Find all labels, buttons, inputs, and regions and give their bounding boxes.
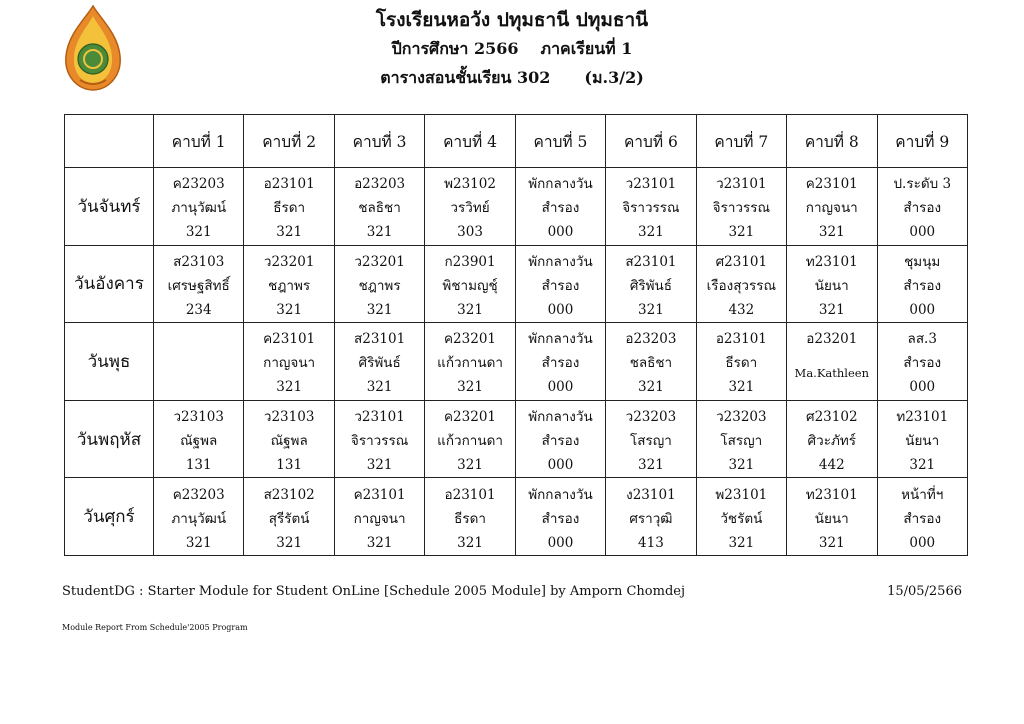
subject-code: ค23101 (805, 176, 858, 193)
subject-code: ค23201 (444, 331, 497, 348)
corner-cell (65, 115, 154, 168)
subject-code: ป.ระดับ 3 (893, 176, 952, 193)
teacher-name: วัชรัตน์ (720, 510, 763, 527)
room-number: 321 (728, 534, 755, 551)
teacher-name: สำรอง (541, 433, 580, 450)
subject-code: พักกลางวัน (528, 253, 593, 270)
teacher-name: ชลธิชา (629, 355, 673, 372)
teacher-name: สำรอง (541, 355, 580, 372)
schedule-cell (515, 478, 605, 556)
subject-code: พักกลางวัน (528, 409, 593, 426)
teacher-name: ธีรดา (273, 200, 306, 217)
day-row (65, 478, 968, 556)
subject-code: อ23101 (444, 486, 496, 503)
room-number: 234 (185, 301, 212, 318)
room-number: 321 (276, 379, 303, 396)
subject-code: ชุมนุม (904, 253, 941, 270)
period-header: คาบที่ 1 (154, 115, 244, 168)
day-row (65, 245, 968, 323)
schedule-cell (244, 245, 334, 323)
teacher-name: สำรอง (903, 200, 942, 217)
room-number: 321 (185, 534, 212, 551)
teacher-name: แก้วกานดา (437, 433, 503, 450)
room-number: 321 (638, 379, 664, 396)
subject-code: ค23101 (263, 331, 316, 348)
schedule-cell (696, 400, 786, 478)
teacher-name: กาญจนา (263, 355, 316, 372)
subject-code: อ23203 (354, 176, 406, 193)
teacher-name: นัยนา (905, 433, 940, 450)
room-number: 000 (547, 301, 574, 318)
room-number: 321 (638, 457, 664, 474)
teacher-name: เรืองสุวรรณ (706, 277, 777, 294)
teacher-name: ธีรดา (725, 355, 758, 372)
schedule-cell (515, 400, 605, 478)
schedule-cell (334, 400, 424, 478)
teacher-name: สำรอง (903, 277, 942, 294)
teacher-name: พิชามญชุ์ (442, 277, 498, 294)
schedule-cell (787, 168, 877, 246)
schedule-cell (696, 168, 786, 246)
teacher-name: ณัฐพล (180, 433, 218, 450)
subject-code: ว23103 (263, 409, 315, 426)
subject-code: ก23901 (444, 253, 496, 270)
schedule-cell (154, 168, 244, 246)
room-number: 321 (728, 379, 755, 396)
schedule-cell (154, 245, 244, 323)
subject-code: ส23102 (263, 486, 315, 503)
subject-code: อ23203 (625, 331, 677, 348)
subject-code: พักกลางวัน (528, 486, 593, 503)
academic-year: ปีการศึกษา 2566 (391, 39, 519, 58)
subject-code: พ23101 (715, 486, 768, 503)
subject-code: ว23101 (354, 409, 405, 426)
teacher-name: ศิริพันธ์ (358, 355, 401, 372)
subject-code: ว23203 (625, 409, 677, 426)
room-number: 321 (638, 224, 664, 241)
room-number: 432 (728, 301, 755, 318)
teacher-name: จิราวรรณ (712, 200, 771, 217)
room-number: 321 (638, 301, 664, 318)
day-label: วันอังคาร (65, 245, 154, 323)
subject-code: ลส.3 (907, 331, 937, 348)
teacher-name: สำรอง (903, 510, 942, 527)
teacher-name: สุรีรัตน์ (268, 510, 310, 527)
room-number: 321 (457, 534, 483, 551)
schedule-cell (425, 245, 515, 323)
subject-code: ว23201 (354, 253, 405, 270)
subject-code: ว23101 (716, 176, 767, 193)
room-number: 000 (547, 224, 574, 241)
day-label: วันพฤหัส (65, 400, 154, 478)
subject-code: ว23203 (716, 409, 767, 426)
room-number: 321 (818, 534, 845, 551)
room-number: 321 (276, 224, 303, 241)
teacher-name: ชลธิชา (358, 200, 401, 217)
schedule-cell (606, 400, 696, 478)
subject-code: ท23101 (805, 253, 858, 270)
period-header: คาบที่ 8 (787, 115, 877, 168)
period-header: คาบที่ 9 (877, 115, 968, 168)
teacher-name: สำรอง (541, 277, 580, 294)
teacher-name: นัยนา (814, 510, 849, 527)
schedule-cell (334, 245, 424, 323)
room-number: 321 (366, 379, 393, 396)
subject-code: อ23101 (715, 331, 767, 348)
subject-code: ว23101 (625, 176, 677, 193)
schedule-body (65, 168, 968, 556)
subject-code: หน้าที่ฯ (901, 486, 944, 503)
schedule-cell (515, 323, 605, 401)
teacher-name: จิราวรรณ (622, 200, 680, 217)
schedule-cell (244, 323, 334, 401)
schedule-cell (787, 400, 877, 478)
subject-code: ส23103 (173, 253, 225, 270)
room-number: 000 (547, 457, 574, 474)
teacher-name: ศิริพันธ์ (629, 277, 672, 294)
period-header: คาบที่ 7 (696, 115, 786, 168)
room-number: 000 (909, 534, 936, 551)
room-number: 321 (818, 224, 845, 241)
room-number: 000 (909, 301, 936, 318)
room-number: 000 (547, 534, 574, 551)
teacher-name: ธีรดา (454, 510, 486, 527)
teacher-name: สำรอง (903, 355, 942, 372)
academic-year-line (0, 34, 1024, 64)
footer (62, 584, 962, 599)
room-number: 000 (909, 224, 936, 241)
subject-code: ค23101 (353, 486, 406, 503)
schedule-cell (244, 478, 334, 556)
room-number: 321 (728, 224, 755, 241)
day-label: วันศุกร์ (65, 478, 154, 556)
schedule-cell (877, 323, 968, 401)
schedule-cell (425, 168, 515, 246)
room-number: 321 (276, 301, 303, 318)
footer-note: Module Report From Schedule'2005 Program (62, 623, 248, 632)
period-header: คาบที่ 6 (606, 115, 696, 168)
teacher-name: โสรญา (720, 433, 763, 450)
room-number: 321 (185, 224, 212, 241)
day-row (65, 323, 968, 401)
period-header: คาบที่ 3 (334, 115, 424, 168)
period-header: คาบที่ 5 (515, 115, 605, 168)
schedule-cell (877, 245, 968, 323)
room-number: 000 (909, 379, 936, 396)
teacher-name: ภานุวัฒน์ (171, 200, 227, 217)
room-number: 321 (728, 457, 755, 474)
schedule-cell (606, 245, 696, 323)
teacher-name: ภานุวัฒน์ (171, 510, 227, 527)
schedule-cell (787, 323, 877, 401)
teacher-name: ชฎาพร (358, 277, 401, 294)
schedule-cell (515, 168, 605, 246)
schedule-cell (334, 323, 424, 401)
subject-code: ส23101 (625, 253, 677, 270)
room-number: 321 (366, 301, 393, 318)
page-header (0, 6, 1024, 92)
schedule-cell (425, 400, 515, 478)
room-number: 321 (366, 534, 393, 551)
teacher-name: ณัฐพล (270, 433, 308, 450)
subject-code: ค23203 (172, 486, 225, 503)
period-header-row (65, 115, 968, 168)
teacher-name: จิราวรรณ (350, 433, 409, 450)
teacher-name: กาญจนา (353, 510, 406, 527)
subject-code: ง23101 (626, 486, 676, 503)
subject-code: ส23101 (354, 331, 406, 348)
teacher-name: กาญจนา (805, 200, 858, 217)
room-number: 413 (638, 534, 664, 551)
subject-code: ค23203 (172, 176, 225, 193)
schedule-cell (696, 323, 786, 401)
teacher-name: Ma.Kathleen (794, 366, 870, 381)
subject-code: ท23101 (896, 409, 949, 426)
schedule-title: ตารางสอนชั้นเรียน 302 (380, 68, 551, 87)
schedule-cell (425, 323, 515, 401)
teacher-name: สำรอง (541, 510, 580, 527)
room-number: 321 (457, 457, 483, 474)
schedule-cell (334, 478, 424, 556)
schedule-cell (877, 168, 968, 246)
room-number: 321 (366, 224, 393, 241)
school-name: โรงเรียนหอวัง ปทุมธานี ปทุมธานี (375, 9, 649, 31)
room-number: 321 (457, 379, 483, 396)
room-number: 442 (818, 457, 845, 474)
schedule-cell (334, 168, 424, 246)
subject-code: อ23101 (263, 176, 315, 193)
teacher-name: สำรอง (541, 200, 580, 217)
day-label: วันจันทร์ (65, 168, 154, 246)
day-label: วันพุธ (65, 323, 154, 401)
subject-code: ศ23102 (806, 409, 858, 426)
room-number: 321 (457, 301, 483, 318)
room-number: 321 (366, 457, 393, 474)
subject-code: พักกลางวัน (528, 331, 593, 348)
teacher-name: เศรษฐสิทธิ์ (167, 277, 230, 294)
subject-code: ว23201 (263, 253, 315, 270)
schedule-cell (154, 478, 244, 556)
room-number: 000 (547, 379, 574, 396)
day-row (65, 400, 968, 478)
teacher-name: ชฎาพร (268, 277, 311, 294)
schedule-title-line (0, 64, 1024, 92)
teacher-name: โสรญา (629, 433, 672, 450)
teacher-name: ศิวะภัทร์ (807, 433, 856, 450)
period-header: คาบที่ 2 (244, 115, 334, 168)
footer-credit: StudentDG : Starter Module for Student OnLine [Schedule 2005 Module] by Amporn Chomdej (62, 584, 685, 599)
schedule-cell (606, 323, 696, 401)
report-date: 15/05/2566 (887, 584, 962, 599)
schedule-cell (154, 400, 244, 478)
room-number: 321 (276, 534, 303, 551)
room-number: 131 (276, 457, 303, 474)
subject-code: ศ23101 (715, 253, 768, 270)
schedule-cell (244, 400, 334, 478)
subject-code: อ23201 (806, 331, 858, 348)
schedule-cell (877, 400, 968, 478)
semester: ภาคเรียนที่ 1 (540, 39, 633, 58)
schedule-cell (787, 245, 877, 323)
room-number: 303 (457, 224, 483, 241)
teacher-name: นัยนา (814, 277, 849, 294)
room-number: 321 (818, 301, 845, 318)
day-row (65, 168, 968, 246)
subject-code: ค23201 (444, 409, 497, 426)
subject-code: พ23102 (444, 176, 496, 193)
schedule-cell (606, 478, 696, 556)
schedule-cell (154, 323, 244, 401)
period-header: คาบที่ 4 (425, 115, 515, 168)
schedule-cell (244, 168, 334, 246)
schedule-cell (425, 478, 515, 556)
schedule-cell (696, 478, 786, 556)
teacher-name: ศราวุฒิ (629, 510, 673, 527)
subject-code: พักกลางวัน (528, 176, 593, 193)
subject-code: ว23103 (173, 409, 224, 426)
room-number: 321 (909, 457, 936, 474)
schedule-table (64, 114, 968, 556)
schedule-cell (877, 478, 968, 556)
room-number: 131 (185, 457, 212, 474)
schedule-cell (787, 478, 877, 556)
schedule-cell (606, 168, 696, 246)
schedule-cell (515, 245, 605, 323)
teacher-name: แก้วกานดา (437, 355, 503, 372)
teacher-name: วรวิทย์ (450, 200, 490, 217)
subject-code: ท23101 (805, 486, 858, 503)
class-code: (ม.3/2) (584, 68, 644, 87)
schedule-cell (696, 245, 786, 323)
